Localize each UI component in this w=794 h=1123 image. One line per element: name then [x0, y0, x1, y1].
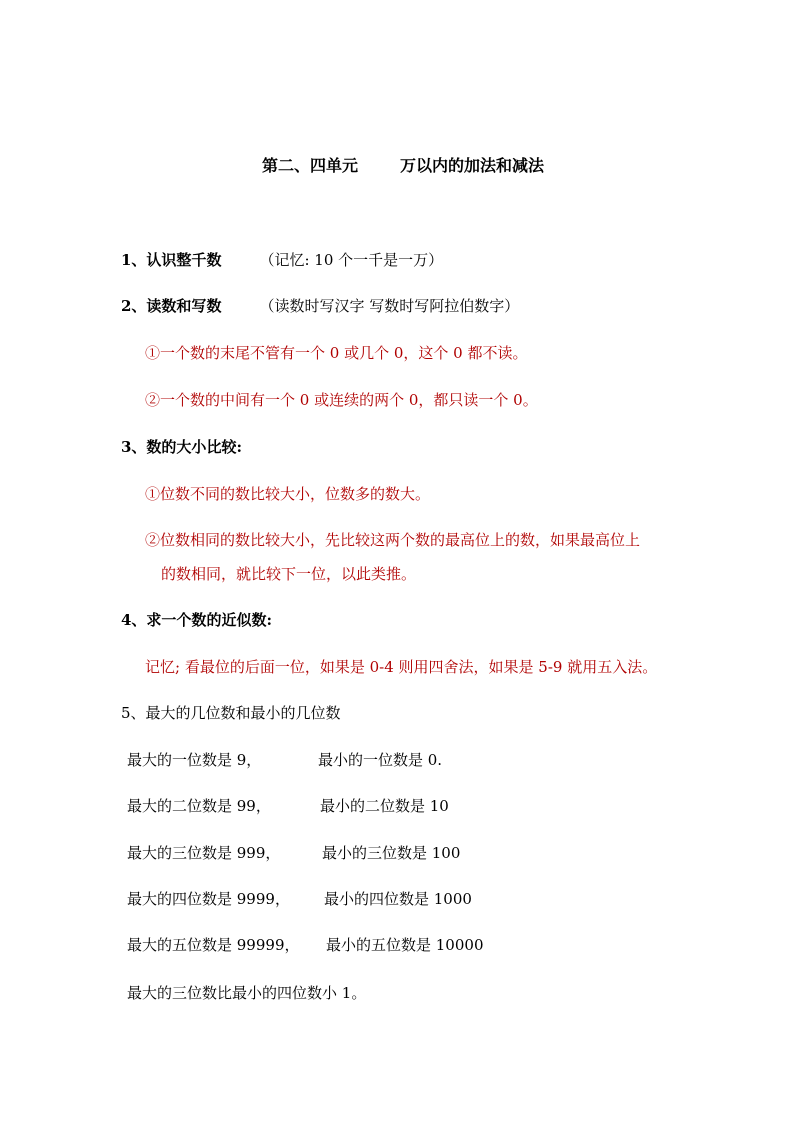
section-4-note: 记忆; 看最位的后面一位，如果是 0-4 则用四舍法，如果是 5-9 就用五入法。	[145, 658, 658, 676]
max-number-row-2: 最大的二位数是 99，	[127, 797, 271, 815]
section-5-heading: 5、最大的几位数和最小的几位数	[121, 704, 341, 722]
section-1-heading: 1、认识整千数	[121, 251, 222, 269]
section-2-note: （读数时写汉字 写数时写阿拉伯数字）	[259, 297, 520, 315]
section-2-item-1: ①一个数的末尾不管有一个 0 或几个 0，这个 0 都不读。	[145, 344, 528, 362]
min-number-row-1: 最小的一位数是 0.	[318, 751, 443, 769]
max-number-row-3: 最大的三位数是 999，	[127, 844, 281, 862]
min-number-row-4: 最小的四位数是 1000	[324, 890, 472, 908]
page-title	[262, 156, 544, 176]
section-2-item-2: ②一个数的中间有一个 0 或连续的两个 0，都只读一个 0。	[145, 391, 538, 409]
min-number-row-5: 最小的五位数是 10000	[326, 936, 484, 954]
max-number-row-4: 最大的四位数是 9999，	[127, 890, 290, 908]
section-3-item-1: ①位数不同的数比较大小，位数多的数大。	[145, 485, 431, 503]
section-1	[121, 250, 443, 270]
section-3-item-2: ②位数相同的数比较大小，先比较这两个数的最高位上的数，如果最高位上	[145, 531, 641, 549]
max-number-row-5: 最大的五位数是 99999，	[127, 936, 300, 954]
title-part-2: 万以内的加法和减法	[400, 156, 545, 175]
min-number-row-3: 最小的三位数是 100	[322, 844, 461, 862]
section-2-heading: 2、读数和写数	[121, 297, 222, 315]
min-number-row-2: 最小的二位数是 10	[320, 797, 449, 815]
section-4-heading: 4、求一个数的近似数:	[121, 611, 272, 629]
section-3-item-2-continued: 的数相同，就比较下一位，以此类推。	[161, 565, 417, 583]
section-2	[121, 296, 519, 316]
section-5-summary: 最大的三位数比最小的四位数小 1。	[127, 984, 367, 1002]
max-number-row-1: 最大的一位数是 9，	[127, 751, 262, 769]
section-1-note: （记忆: 10 个一千是一万）	[259, 251, 444, 269]
section-3-heading: 3、数的大小比较:	[121, 438, 242, 456]
title-part-1: 第二、四单元	[262, 156, 359, 175]
